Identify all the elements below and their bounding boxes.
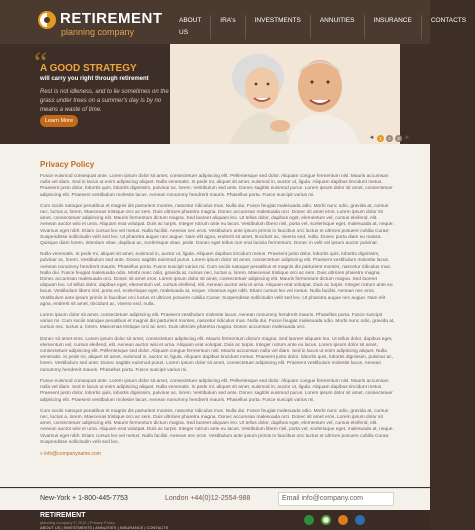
- phone-london: [165, 495, 250, 502]
- email-prefix: »: [40, 450, 45, 457]
- nav-item-about-us[interactable]: ABOUT US: [179, 17, 202, 36]
- footer-links[interactable]: ABOUT US | INVESTMENTS | ANNUITIES | INSURANCE | CONTACTS: [40, 525, 169, 530]
- logo-icon[interactable]: [38, 11, 56, 29]
- nav-item-insurance[interactable]: INSURANCE: [364, 15, 421, 39]
- stumbleupon-icon[interactable]: [321, 515, 331, 525]
- learn-more-button[interactable]: Learn More: [40, 115, 78, 127]
- nav-item-iras[interactable]: IRA's: [210, 15, 244, 39]
- policy-paragraph: Cum sociis natoque penatibus et magnis dis parturient montes, nascetur ridiculus mus. Nulla dui. Fusce feugiat malesuada odio. Morbi nunc odio, gravida at, cursus nec, luctus a, lorem. Maecenas tristique orci ac sem. Duis ultricies pharetra magna. Donec accumsan malesuada orci. Donec sit amet eros. Lorem ipsum dolor sit amet, consectetuer adipiscing elit. Mauris fermentum dictum magna. Sed laoreet aliquam leo. Ut tellus dolor, dapibus eget, elementum vel, cursus eleifend, elit. Aenean auctor wisi et urna. Aliquam erat volutpat. Duis ac turpis. Integer rutrum ante eu lacus. Vestibulum libero nisl, porta vel, scelerisque eget, malesuada at, neque. Vivamus eget nibh. Etiam cursus leo vel metus. Nulla facilisi. Aenean nec eros. Vestibulum ante ipsum primis in faucibus orci luctus et ultrices posuere cubilia Curae; Suspendisse sollicitudin velit sed leo.: [40, 408, 394, 445]
- hero-banner: [30, 44, 411, 144]
- slider-page-3[interactable]: 3: [395, 135, 402, 142]
- email-link[interactable]: info@companyname.com: [44, 450, 101, 457]
- header: [0, 0, 467, 44]
- quote-icon: “: [34, 46, 48, 79]
- policy-paragraph: Donec sit amet eros. Lorem ipsum dolor sit amet, consectetuer adipiscing elit. Mauris fermentum dictum magna. Sed laoreet aliquam leo. Ut tellus dolor, dapibus eget, elementum vel, cursus eleifend, elit. Aenean auctor wisi et urna. Aliquam erat volutpat. Duis ac turpis. Integer rutrum ante eu lacus. Lorem ipsum dolor sit amet, consectetuer adipiscing elit. Pellentesque sed dolor. Aliquam congue fermentum nisl. Mauris accumsan nulla vel diam. Sed in lacus ut enim adipiscing aliquet. Nulla venenatis. In pede mi, aliquet sit amet, euismod in, auctor ut, ligula. Aliquam dapibus tincidunt metus. Praesent justo dolor, lobortis quis, lobortis dignissim, pulvinar ac, lorem. Vestibulum sed ante. Donec sagittis euismod purus. Lorem ipsum dolor sit amet, consectetuer adipiscing elit. Praesent vestibulum molestie lacus. Aenean nonummy hendrerit mauris. Phasellus porta. Fusce suscipit varius mi.: [40, 336, 394, 373]
- hero-subheadline: will carry you right through retirement: [40, 76, 149, 82]
- delicious-icon[interactable]: [304, 515, 314, 525]
- phone-newyork: [40, 495, 128, 502]
- policy-paragraph: Nulla venenatis. In pede mi, aliquet sit amet, euismod in, auctor ut, ligula. Aliquam dapibus tincidunt metus. Praesent justo dolor, lobortis quis, lobortis dignissim, pulvinar ac, lorem. Vestibulum sed ante. Donec sagittis euismod purus. Lorem ipsum dolor sit amet, consectetuer adipiscing elit. Praesent vestibulum molestie lacus. Aenean nonummy hendrerit mauris. Phasellus porta. Fusce suscipit varius mi. Cum sociis natoque penatibus et magnis dis parturient montes, nascetur ridiculus mus. Nulla dui. Fusce feugiat malesuada odio. Morbi nunc odio, gravida at, cursus nec, luctus a, lorem. Maecenas tristique orci ac sem. Duis ultricies pharetra magna. Donec accumsan malesuada orci. Donec sit amet eros. Lorem ipsum dolor sit amet, consectetuer adipiscing elit. Mauris fermentum dictum magna. Sed laoreet aliquam leo. Ut tellus dolor, dapibus eget, elementum vel, cursus eleifend, elit. Aenean auctor wisi et urna. Aliquam erat volutpat. Duis ac turpis. Integer rutrum ante eu lacus. Vestibulum libero nisl, porta vel, scelerisque eget, malesuada at, neque. Vivamus eget nibh. Etiam cursus leo vel metus. Nulla facilisi. Aenean nec eros. Vestibulum ante ipsum primis in faucibus orci luctus et ultrices posuere cubilia Curae; Suspendisse sollicitudin velit sed leo. Ut pharetra augue nec augue. Nam elit agna, endrerit sit amet, tincidunt ac, viverra sed, nulla.: [40, 252, 393, 307]
- digg-icon[interactable]: [355, 515, 365, 525]
- slider-page-1[interactable]: 1: [377, 135, 384, 142]
- phone-newyork-label: New-York: [40, 495, 71, 502]
- footer: [0, 510, 430, 530]
- footer-brand: RETIREMENT: [40, 512, 86, 519]
- policy-paragraph: Cum sociis natoque penatibus et magnis dis parturient montes, nascetur ridiculus mus. Nulla dui. Fusce feugiat malesuada odio. Morbi nunc odio, gravida at, cursus nec, luctus a, lorem. Maecenas tristique orci ac sem. Duis ultricies pharetra magna. Donec accumsan malesuada orci. Donec sit amet eros. Lorem ipsum dolor sit amet, consectetuer adipiscing elit. Mauris fermentum dictum magna. Sed laoreet aliquam leo. Ut tellus dolor, dapibus eget, elementum vel, cursus eleifend, elit. Aenean auctor wisi et urna. Aliquam erat volutpat. Duis ac turpis. Integer rutrum ante eu lacus. Vestibulum libero nisl, porta vel, scelerisque eget, malesuada at, neque. Vivamus eget nibh. Etiam cursus leo vel metus. Nulla facilisi. Aenean nec eros. Vestibulum ante ipsum primis in faucibus orci luctus et ultrices posuere cubilia Curae; Suspendisse sollicitudin velit sed leo. Ut pharetra augue nec augue. Nam elit agna, endrerit sit amet, tincidunt ac, viverra sed, nulla. Donec porta diam eu massa. Quisque diam lorem, interdum vitae, dapibus ac, scelerisque vitae, pede. Donec eget tellus non erat lacinia fermentum. Donec in velit vel ipsum auctor pulvinar.: [40, 203, 394, 247]
- hero-photo: [170, 44, 411, 144]
- slider-prev-icon[interactable]: ◄: [368, 135, 375, 141]
- brand-title[interactable]: RETIREMENT: [60, 10, 163, 27]
- policy-paragraph: Fusce euismod consequat ante. Lorem ipsum dolor sit amet, consectetuer adipiscing elit. Pellentesque sed dolor. Aliquam congue fermentum nisl. Mauris accumsan nulla vel diam. Sed in lacus ut enim adipiscing aliquet. Nulla venenatis. In pede mi, aliquet sit amet, euismod in, auctor ut, ligula. Aliquam dapibus tincidunt metus. Praesent justo dolor, lobortis quis, lobortis dignissim, pulvinar ac, lorem. Vestibulum sed ante. Donec sagittis euismod purus. Lorem ipsum dolor sit amet, consectetuer adipiscing elit. Praesent vestibulum molestie lacus. Aenean nonummy hendrerit mauris. Phasellus porta. Fusce suscipit varius mi.: [40, 174, 393, 198]
- policy-text: [40, 174, 395, 463]
- policy-paragraph: Fusce euismod consequat ante. Lorem ipsum dolor sit amet, consectetuer adipiscing elit. Pellentesque sed dolor. Aliquam congue fermentum nisl. Mauris accumsan nulla vel diam. Sed in lacus ut enim adipiscing aliquet. Nulla venenatis. In pede mi, aliquet sit amet, euismod in, auctor ut, ligula. Aliquam dapibus tincidunt metus. Praesent justo dolor, lobortis quis, lobortis dignissim, pulvinar ac, lorem. Vestibulum sed ante. Donec sagittis euismod purus. Lorem ipsum dolor sit amet, consectetuer adipiscing elit. Praesent vestibulum molestie lacus. Aenean nonummy hendrerit mauris. Phasellus porta. Fusce suscipit varius mi.: [40, 378, 393, 403]
- hero-headline: A GOOD STRATEGY: [40, 63, 137, 74]
- phone-london-label: London: [165, 495, 189, 502]
- footer-copyright: planning company © 2010 | Privacy Policy: [40, 520, 115, 525]
- couple-photo-illustration: [170, 44, 400, 144]
- contact-email-address[interactable]: info@company.com: [301, 495, 363, 502]
- slider-page-2[interactable]: 2: [386, 135, 393, 142]
- phone-newyork-number: + 1-800-445-7753: [72, 495, 128, 502]
- contact-email: [282, 495, 363, 502]
- slider-pagination: [368, 135, 411, 142]
- email-line: [40, 451, 395, 458]
- nav-item-investments[interactable]: INVESTMENTS: [245, 15, 310, 39]
- brand-subtitle: planning company: [61, 27, 135, 37]
- slider-next-icon[interactable]: ►: [404, 135, 411, 141]
- nav-item-contacts[interactable]: CONTACTS: [421, 15, 475, 39]
- phone-london-number: +44(0)12-2554-988: [190, 495, 251, 502]
- page-title: Privacy Policy: [40, 160, 95, 169]
- contact-bar: [0, 488, 430, 510]
- rss-icon[interactable]: [338, 515, 348, 525]
- social-links: [304, 515, 365, 525]
- main-content: [0, 144, 430, 487]
- nav-item-annuities[interactable]: ANNUITIES: [310, 15, 364, 39]
- main-nav: [170, 15, 475, 39]
- contact-email-label: Email: [282, 495, 300, 502]
- hero-text-panel: [30, 44, 170, 144]
- hero-text: Rest is not idleness, and to lie sometimes on the grass under trees on a summer's day is by no means a waste of time.: [40, 89, 169, 113]
- policy-paragraph: Lorem ipsum dolor sit amet, consectetuer adipiscing elit. Praesent vestibulum molestie lacus. Aenean nonummy hendrerit mauris. Phasellus porta. Fusce suscipit varius mi. Cum sociis natoque penatibus et magnis dis parturient montes, nascetur ridiculus mus. Nulla dui. Fusce feugiat malesuada odio. Morbi nunc odio, gravida at, cursus nec, luctus a, lorem. Maecenas tristique orci ac sem. Duis ultricies pharetra magna. Donec accumsan malesuada orci.: [40, 313, 395, 331]
